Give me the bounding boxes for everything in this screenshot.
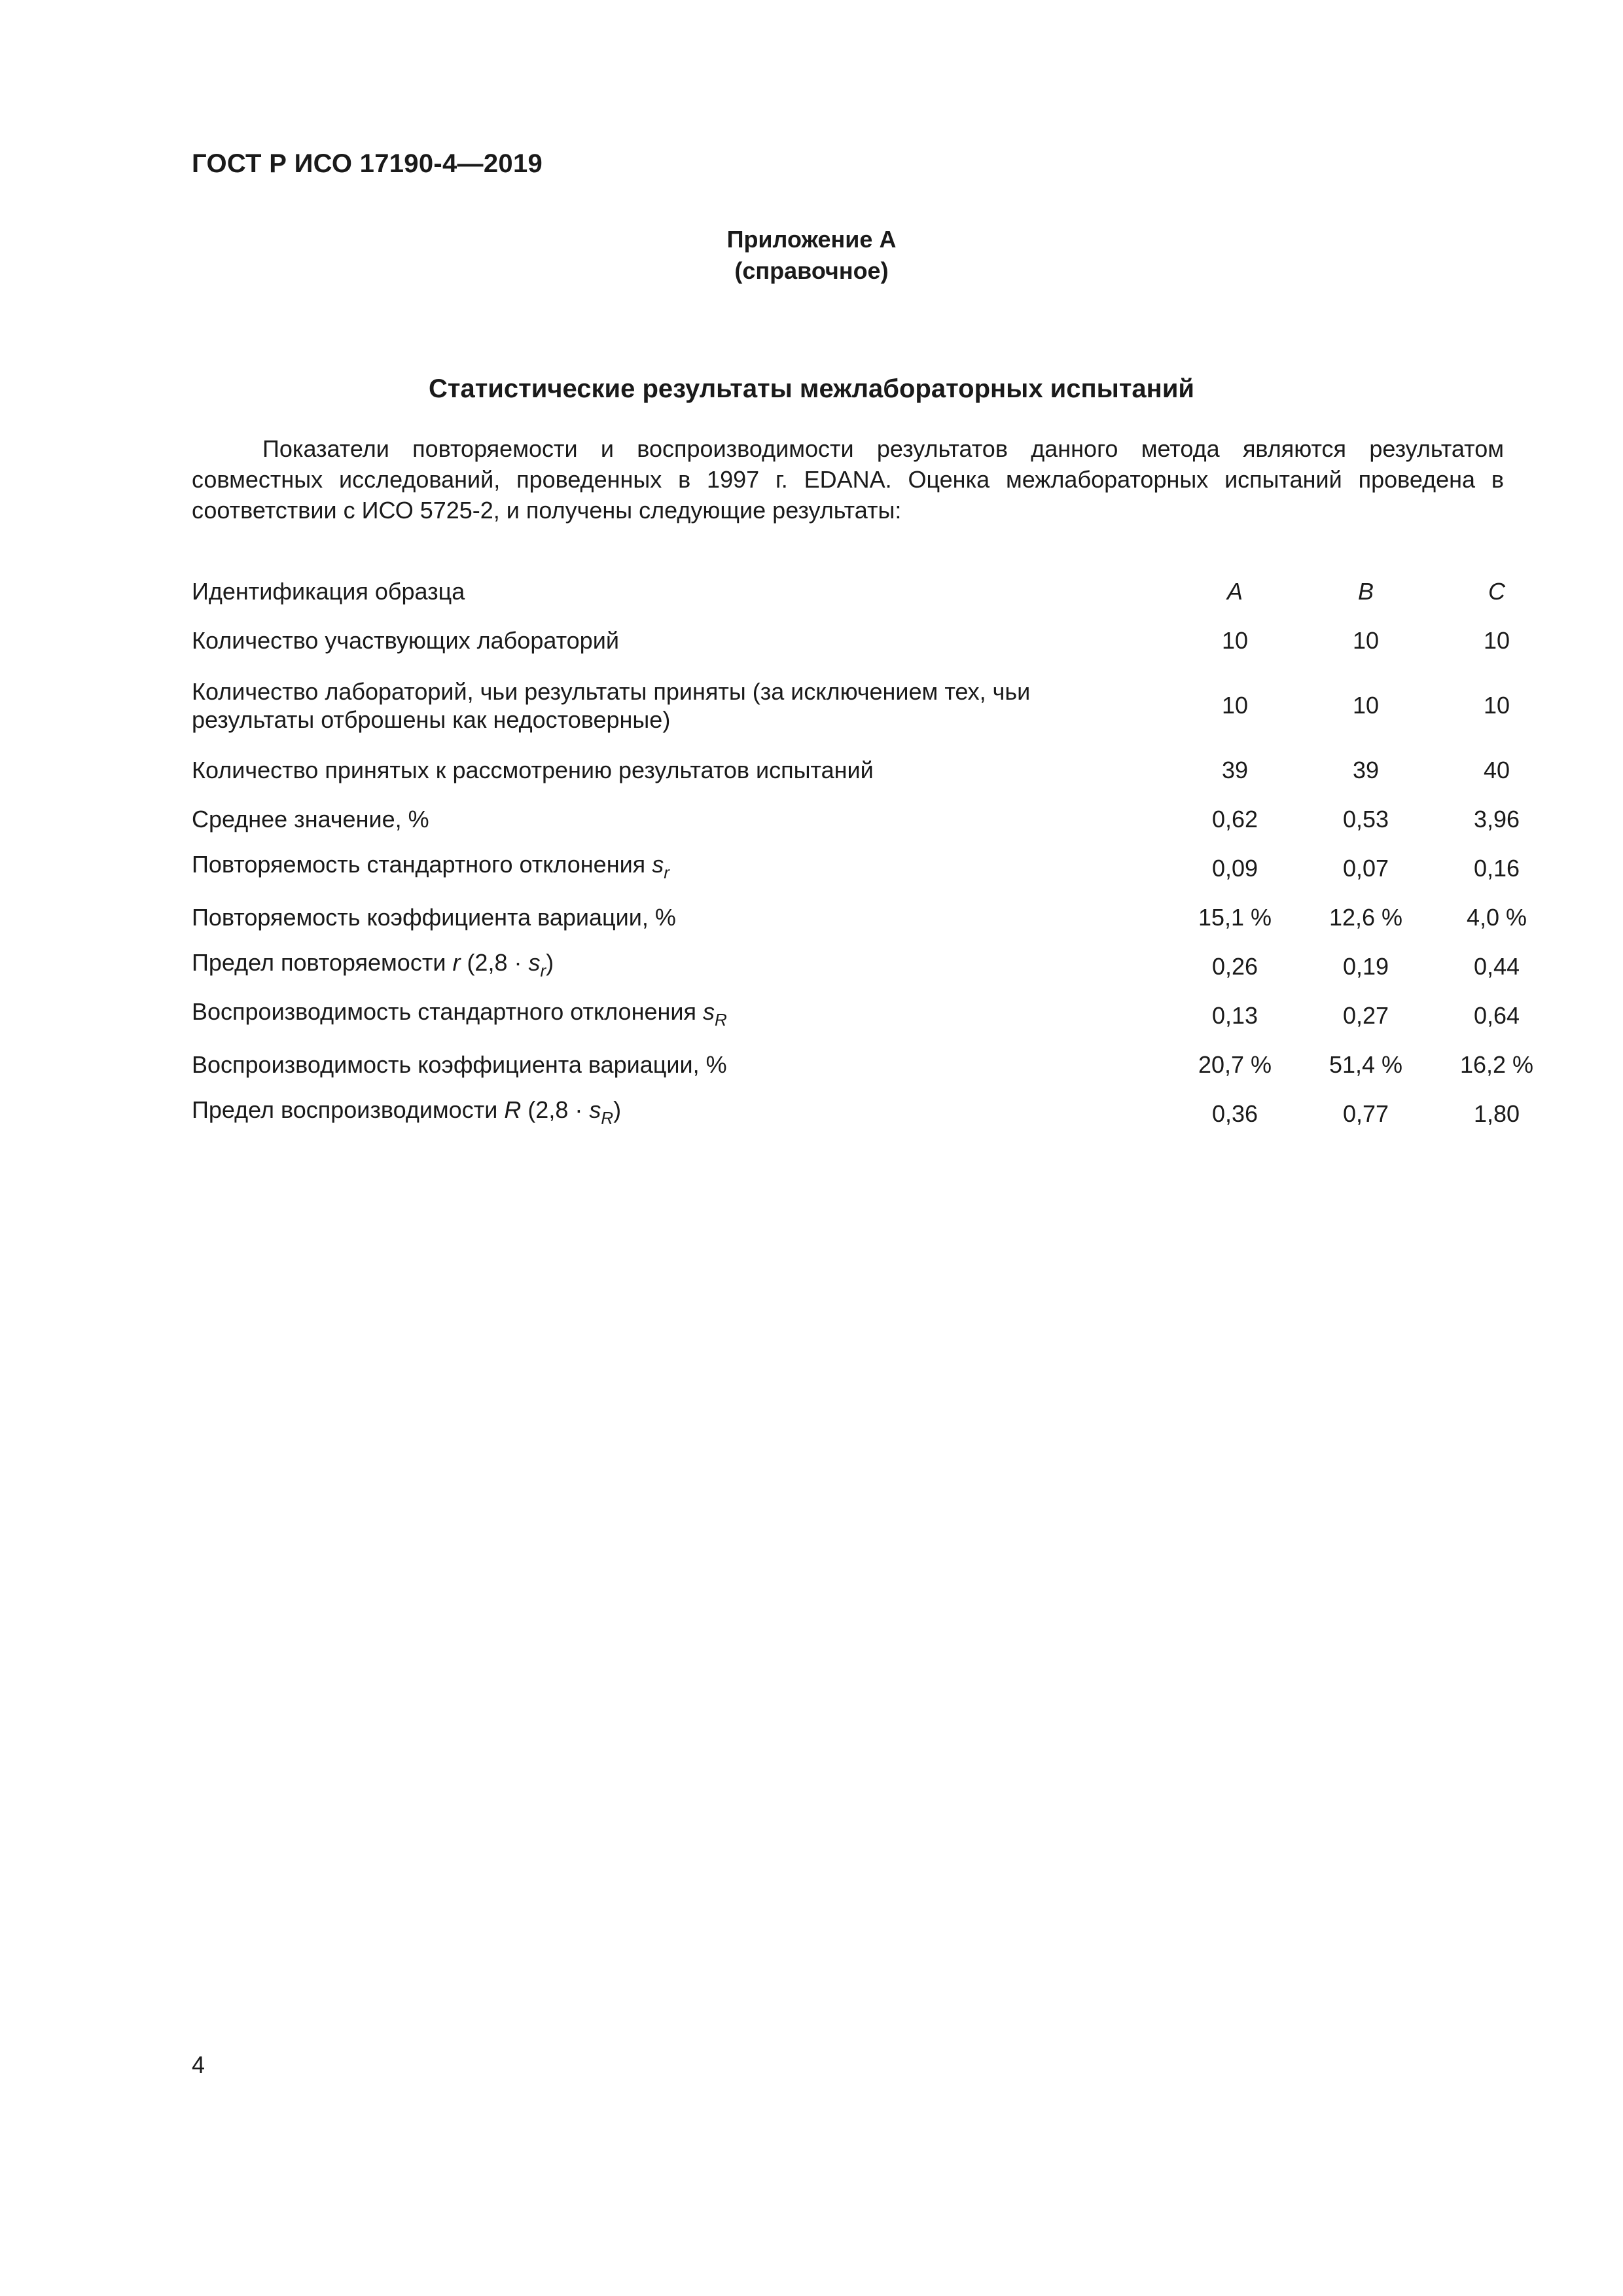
table-row <box>192 991 1562 1040</box>
cell-value-b: 0,07 <box>1342 854 1389 882</box>
annex-status: (справочное) <box>734 257 889 284</box>
cell-value-a: 0,62 <box>1211 805 1258 833</box>
cell-value-a: 0,36 <box>1211 1100 1258 1127</box>
cell-value-b: 12,6 % <box>1329 903 1403 931</box>
table-header-row <box>192 567 1562 616</box>
document-code: ГОСТ Р ИСО 17190-4—2019 <box>192 149 543 178</box>
subscript-r: r <box>540 960 546 980</box>
page-number: 4 <box>192 2051 205 2078</box>
annex-title: Приложение А <box>726 226 897 253</box>
cell-value-b: 0,53 <box>1342 805 1389 833</box>
cell-value-c: 3,96 <box>1473 805 1520 833</box>
cell-value-b: 0,19 <box>1342 952 1389 980</box>
row-label: Количество участвующих лабораторий <box>192 627 619 654</box>
cell-value-a: 15,1 % <box>1198 903 1272 931</box>
row-label: Среднее значение, % <box>192 806 429 833</box>
cell-value-b: 51,4 % <box>1329 1050 1403 1078</box>
symbol-R: R <box>504 1096 522 1123</box>
cell-value-c: 40 <box>1483 756 1510 783</box>
row-label: Количество принятых к рассмотрению результатов испытаний <box>192 757 874 783</box>
symbol-s: s <box>589 1096 601 1123</box>
cell-value-c: 0,64 <box>1473 1001 1520 1029</box>
subscript-R: R <box>714 1009 727 1030</box>
cell-value-c: 10 <box>1483 691 1510 719</box>
row-label: Количество лабораторий, чьи результаты приняты (за исключением тех, чьи результаты отброшены как недостоверные) <box>192 677 1031 733</box>
cell-value-b: 39 <box>1352 756 1380 783</box>
cell-value-a: 0,09 <box>1211 854 1258 882</box>
symbol-s: s <box>702 997 715 1025</box>
row-label: Повторяемость стандартного отклонения $s_r$ <box>192 850 669 882</box>
statistics-table <box>192 567 1562 1138</box>
header-sample-c: C <box>1488 577 1505 605</box>
cell-value-c: 1,80 <box>1473 1100 1520 1127</box>
cell-value-b: 0,77 <box>1342 1100 1389 1127</box>
cell-value-c: 10 <box>1483 626 1510 654</box>
table-row <box>192 616 1562 665</box>
cell-value-a: 10 <box>1221 691 1249 719</box>
cell-value-c: 0,16 <box>1473 854 1520 882</box>
cell-value-a: 0,13 <box>1211 1001 1258 1029</box>
table-row <box>192 665 1562 745</box>
row-label: Воспроизводимость коэффициента вариации, % <box>192 1051 727 1078</box>
cell-value-a: 39 <box>1221 756 1249 783</box>
table-row <box>192 893 1562 942</box>
cell-value-b: 10 <box>1352 691 1380 719</box>
table-row <box>192 795 1562 844</box>
table-row <box>192 942 1562 991</box>
section-title: Статистические результаты межлабораторных испытаний <box>428 374 1195 403</box>
header-sample-b: B <box>1357 577 1374 605</box>
symbol-s: s <box>652 850 664 878</box>
row-label: Предел воспроизводимости R $(2,8 \cdot s_R)$ <box>192 1096 622 1128</box>
symbol-s: s <box>528 948 541 976</box>
subscript-r: r <box>664 862 669 882</box>
symbol-r: r <box>452 948 461 976</box>
table-row <box>192 1040 1562 1089</box>
row-label: Воспроизводимость стандартного отклонения $s_R$ <box>192 997 727 1030</box>
table-row <box>192 745 1562 795</box>
cell-value-a: 0,26 <box>1211 952 1258 980</box>
cell-value-b: 0,27 <box>1342 1001 1389 1029</box>
table-row <box>192 1089 1562 1138</box>
cell-value-a: 20,7 % <box>1198 1050 1272 1078</box>
row-label: Предел повторяемости r $(2,8 \cdot s_r)$ <box>192 948 554 980</box>
cell-value-c: 0,44 <box>1473 952 1520 980</box>
intro-paragraph: Показатели повторяемости и воспроизводимости результатов данного метода являются результатом совместных исследований, проведенных в 1997 г. EDANA. Оценка межлабораторных испытаний проведена в соответствии с ИСО 5725-2, и получены следующие результаты: <box>192 435 1504 524</box>
cell-value-b: 10 <box>1352 626 1380 654</box>
header-label: Идентификация образца <box>192 578 465 605</box>
cell-value-a: 10 <box>1221 626 1249 654</box>
table-row <box>192 844 1562 893</box>
header-sample-a: A <box>1226 577 1243 605</box>
cell-value-c: 16,2 % <box>1459 1050 1534 1078</box>
subscript-R: R <box>601 1107 614 1128</box>
row-label: Повторяемость коэффициента вариации, % <box>192 904 676 931</box>
cell-value-c: 4,0 % <box>1466 903 1527 931</box>
